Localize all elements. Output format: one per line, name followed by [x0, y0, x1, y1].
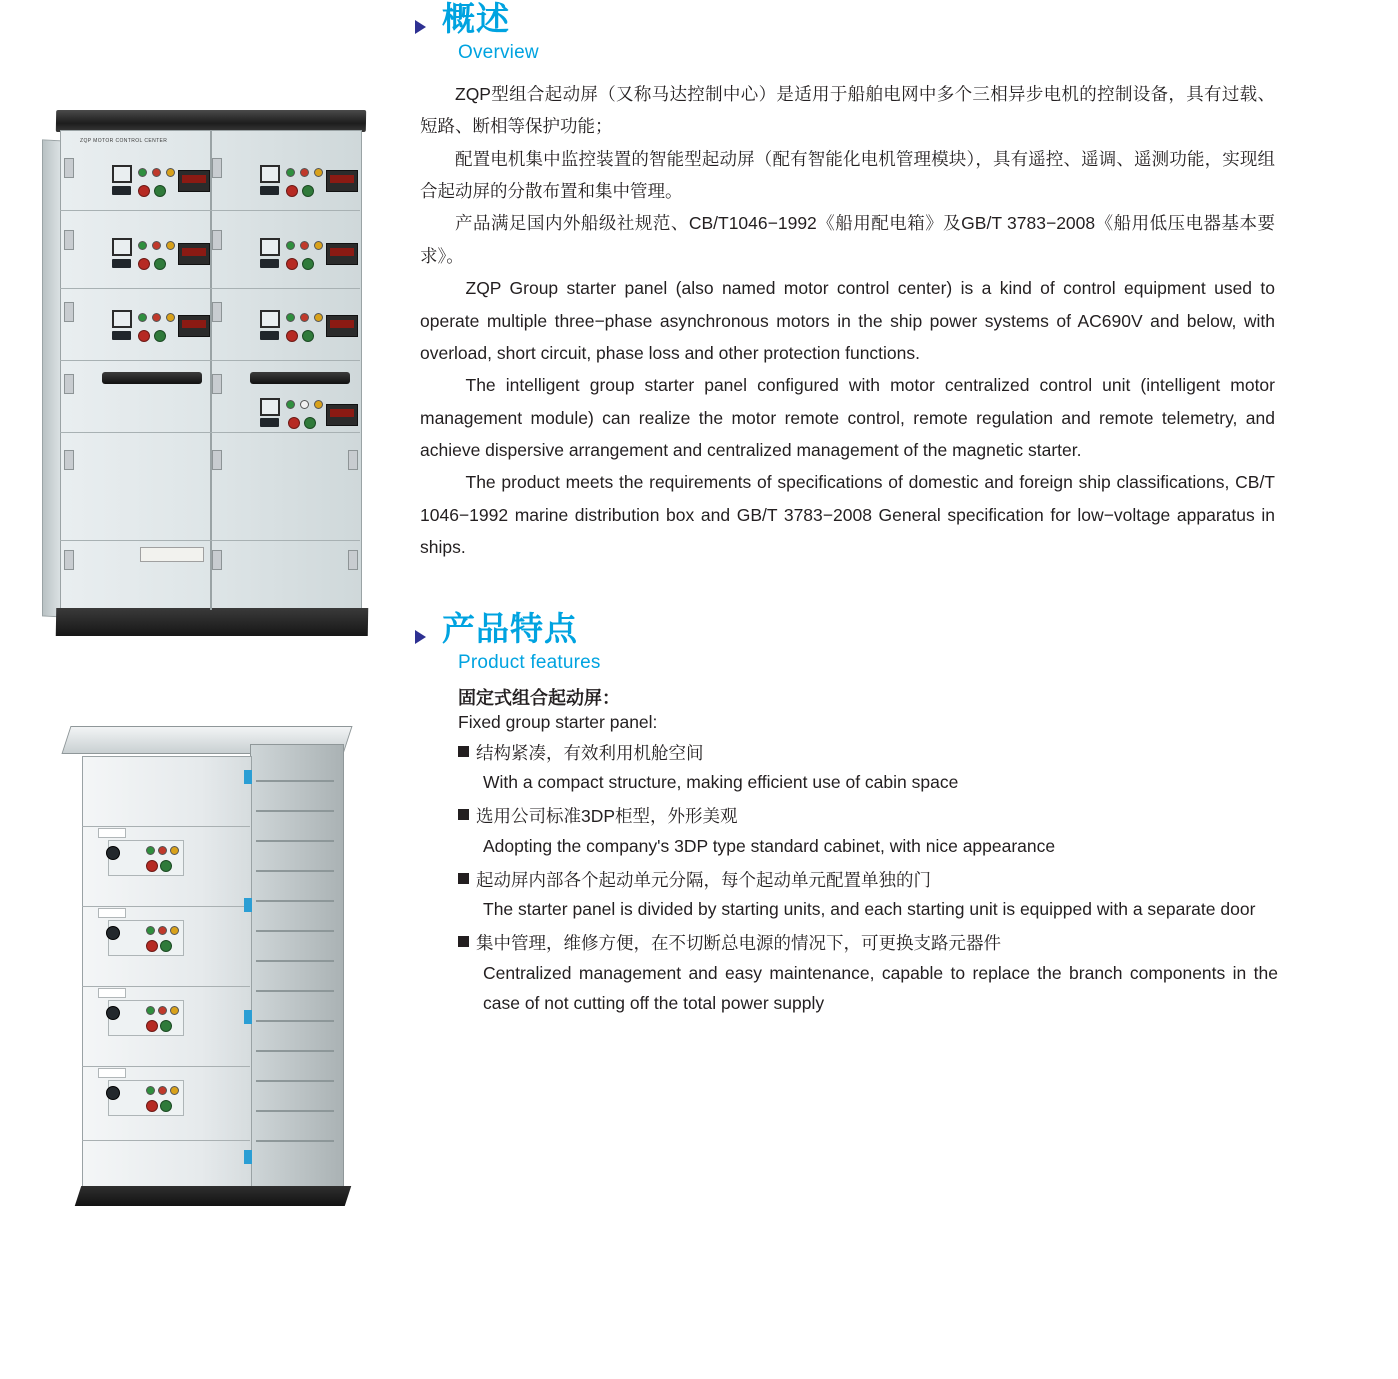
cabinet2-vent-slot	[256, 780, 334, 782]
unit-selector-switch	[260, 418, 279, 427]
feature-text-cn: 起动屏内部各个起动单元分隔，每个起动单元配置单独的门	[476, 869, 931, 890]
overview-heading	[415, 0, 1280, 38]
stop-pushbutton	[288, 417, 300, 429]
square-bullet-icon	[458, 809, 469, 820]
indicator-led-red	[158, 1006, 167, 1015]
indicator-led-amber	[170, 1086, 179, 1095]
square-bullet-icon	[458, 746, 469, 757]
rotary-handle	[106, 846, 120, 860]
indicator-led-white	[300, 400, 309, 409]
indicator-led-amber	[170, 926, 179, 935]
indicator-led-green	[286, 241, 295, 250]
start-pushbutton	[154, 185, 166, 197]
ammeter-display	[178, 170, 210, 192]
door-hinge	[64, 158, 74, 178]
rotary-handle	[106, 926, 120, 940]
stop-pushbutton	[286, 330, 298, 342]
cabinet2-vent-slot	[256, 900, 334, 902]
stop-pushbutton	[286, 185, 298, 197]
triangle-marker-icon	[415, 630, 426, 644]
cabinet2-vent-slot	[256, 870, 334, 872]
features-heading	[415, 610, 1280, 648]
cabinet-rating-plate	[140, 547, 204, 562]
cabinet2-front-doors	[82, 756, 252, 1188]
indicator-led-amber	[166, 241, 175, 250]
door-hinge	[64, 374, 74, 394]
indicator-led-red	[300, 313, 309, 322]
indicator-led-amber	[170, 1006, 179, 1015]
unit-selector-switch	[112, 259, 131, 268]
section-product-features	[415, 610, 1280, 1019]
indicator-led-green	[146, 1086, 155, 1095]
door-hinge	[212, 550, 222, 570]
features-subtitle-en: Fixed group starter panel:	[458, 711, 658, 732]
start-pushbutton	[302, 185, 314, 197]
door-hinge	[64, 550, 74, 570]
feature-item	[458, 866, 1278, 926]
stop-pushbutton	[138, 258, 150, 270]
cabinet2-vent-slot	[256, 990, 334, 992]
overview-paragraph-en-3: The product meets the requirements of specifications of domestic and foreign ship classifications, CB/T 1046−1992 marine distribution box and GB/T 3783−2008 General specification for low−voltage apparatus in ships.	[420, 472, 1275, 558]
indicator-led-amber	[166, 168, 175, 177]
indicator-led-green	[146, 846, 155, 855]
indicator-led-amber	[314, 168, 323, 177]
features-title-cn: 产品特点	[442, 609, 578, 647]
feature-cn-row	[458, 739, 1278, 769]
stop-pushbutton	[146, 1020, 158, 1032]
ammeter-display	[326, 404, 358, 426]
feature-text-en: The starter panel is divided by starting units, and each starting unit is equipped with a separate door	[483, 899, 1256, 920]
start-pushbutton	[160, 1020, 172, 1032]
unit-label-tag	[98, 908, 126, 918]
unit-label-tag	[98, 828, 126, 838]
stop-pushbutton	[146, 940, 158, 952]
unit-selector-switch	[112, 186, 131, 195]
indicator-led-amber	[314, 241, 323, 250]
unit-meter-window	[112, 238, 132, 256]
indicator-led-red	[152, 313, 161, 322]
feature-item	[458, 929, 1278, 1018]
feature-text-cn: 选用公司标准3DP柜型，外形美观	[476, 806, 738, 826]
cabinet2-door-divider	[82, 1140, 250, 1141]
section-overview	[415, 0, 1280, 564]
cabinet2-vent-slot	[256, 930, 334, 932]
door-hinge	[212, 374, 222, 394]
indicator-led-red	[152, 168, 161, 177]
door-hinge	[348, 550, 358, 570]
indicator-led-red	[158, 1086, 167, 1095]
unit-meter-window	[260, 165, 280, 183]
door-hinge	[64, 230, 74, 250]
overview-paragraph-en-1: ZQP Group starter panel (also named motor control center) is a kind of control equipment used to operate multiple three−phase asynchronous motors in the ship power systems of AC690V and below, with overload, short circuit, phase loss and other protection functions.	[420, 278, 1275, 363]
ammeter-display	[178, 315, 210, 337]
features-title-en: Product features	[458, 651, 601, 673]
indicator-led-red	[158, 846, 167, 855]
overview-body	[420, 78, 1275, 564]
start-pushbutton	[154, 330, 166, 342]
unit-selector-switch	[260, 259, 279, 268]
door-latch	[244, 1010, 252, 1024]
door-hinge	[212, 230, 222, 250]
unit-meter-window	[112, 165, 132, 183]
feature-text-en: With a compact structure, making efficient use of cabin space	[483, 772, 959, 793]
start-pushbutton	[154, 258, 166, 270]
indicator-led-red	[300, 241, 309, 250]
stop-pushbutton	[286, 258, 298, 270]
cabinet-vertical-divider	[210, 130, 212, 610]
feature-cn-row	[458, 929, 1278, 959]
door-handle-bar	[250, 372, 350, 384]
stop-pushbutton	[138, 330, 150, 342]
door-hinge	[64, 450, 74, 470]
cabinet2-door-divider	[82, 986, 250, 987]
indicator-led-green	[138, 313, 147, 322]
unit-meter-window	[260, 310, 280, 328]
indicator-led-amber	[166, 313, 175, 322]
ammeter-display	[326, 170, 358, 192]
feature-item	[458, 802, 1278, 862]
indicator-led-green	[286, 168, 295, 177]
overview-paragraph-cn-1: ZQP型组合起动屏（又称马达控制中心）是适用于船舶电网中多个三相异步电机的控制设备，具有过载、短路、断相等保护功能；	[420, 83, 1275, 137]
indicator-led-amber	[170, 846, 179, 855]
unit-meter-window	[260, 398, 280, 416]
cabinet2-vent-slot	[256, 810, 334, 812]
stop-pushbutton	[146, 1100, 158, 1112]
product-image-group-starter-panel-front	[42, 110, 372, 640]
indicator-led-amber	[314, 313, 323, 322]
unit-meter-window	[112, 310, 132, 328]
feature-cn-row	[458, 866, 1278, 896]
door-latch	[244, 770, 252, 784]
door-hinge	[212, 302, 222, 322]
stop-pushbutton	[146, 860, 158, 872]
indicator-led-green	[138, 168, 147, 177]
unit-label-tag	[98, 988, 126, 998]
square-bullet-icon	[458, 936, 469, 947]
cabinet2-door-divider	[82, 906, 250, 907]
image-column	[0, 0, 400, 1379]
door-handle-bar	[102, 372, 202, 384]
cabinet2-door-divider	[82, 826, 250, 827]
rotary-handle	[106, 1006, 120, 1020]
unit-label-tag	[98, 1068, 126, 1078]
features-subtitle-cn: 固定式组合起动屏：	[458, 687, 620, 708]
feature-text-en: Adopting the company's 3DP type standard cabinet, with nice appearance	[483, 835, 1056, 856]
start-pushbutton	[304, 417, 316, 429]
cabinet2-plinth	[75, 1186, 351, 1206]
cabinet2-door-divider	[82, 1066, 250, 1067]
overview-title-cn: 概述	[442, 0, 510, 37]
overview-paragraph-cn-2: 配置电机集中监控装置的智能型起动屏（配有智能化电机管理模块），具有遥控、遥调、遥测功能，实现组合起动屏的分散布置和集中管理。	[420, 148, 1275, 202]
cabinet-row-divider	[60, 288, 360, 289]
cabinet-row-divider	[60, 540, 360, 541]
cabinet-top-cap	[56, 110, 366, 132]
feature-text-en: Centralized management and easy maintenance, capable to replace the branch components in the case of not cutting off the total power supply	[483, 962, 1278, 1013]
door-latch	[244, 1150, 252, 1164]
ammeter-display	[326, 243, 358, 265]
ammeter-display	[326, 315, 358, 337]
product-image-fixed-group-starter-panel	[60, 720, 380, 1240]
triangle-marker-icon	[415, 20, 426, 34]
cabinet-nameplate-text: ZQP MOTOR CONTROL CENTER	[80, 138, 168, 144]
door-latch	[244, 898, 252, 912]
overview-paragraph-cn-3: 产品满足国内外船级社规范、CB/T1046−1992《船用配电箱》及GB/T 3783−2008《船用低压电器基本要求》。	[420, 213, 1275, 266]
unit-selector-switch	[112, 331, 131, 340]
rotary-handle	[106, 1086, 120, 1100]
stop-pushbutton	[138, 185, 150, 197]
content-column	[415, 0, 1280, 1018]
start-pushbutton	[302, 330, 314, 342]
start-pushbutton	[160, 860, 172, 872]
cabinet2-vent-slot	[256, 840, 334, 842]
indicator-led-red	[300, 168, 309, 177]
indicator-led-red	[158, 926, 167, 935]
cabinet-row-divider	[60, 360, 360, 361]
indicator-led-red	[152, 241, 161, 250]
cabinet2-vent-slot	[256, 1050, 334, 1052]
indicator-led-green	[146, 926, 155, 935]
features-body	[458, 684, 1278, 1019]
cabinet2-vent-slot	[256, 1080, 334, 1082]
overview-paragraph-en-2: The intelligent group starter panel configured with motor centralized control unit (intelligent motor management module) can realize the motor remote control, remote regulation and remote telemetry, and achieve dispersive arrangement and centralized management of the magnetic starter.	[420, 375, 1275, 461]
feature-cn-row	[458, 802, 1278, 832]
feature-text-cn: 结构紧凑，有效利用机舱空间	[476, 742, 704, 763]
indicator-led-green	[286, 400, 295, 409]
cabinet2-vent-slot	[256, 1020, 334, 1022]
overview-title-en: Overview	[458, 41, 539, 63]
indicator-led-green	[286, 313, 295, 322]
start-pushbutton	[302, 258, 314, 270]
square-bullet-icon	[458, 873, 469, 884]
cabinet-plinth	[56, 608, 368, 636]
unit-meter-window	[260, 238, 280, 256]
indicator-led-amber	[314, 400, 323, 409]
unit-selector-switch	[260, 186, 279, 195]
indicator-led-green	[138, 241, 147, 250]
unit-selector-switch	[260, 331, 279, 340]
cabinet2-vent-slot	[256, 960, 334, 962]
cabinet-row-divider	[60, 210, 360, 211]
start-pushbutton	[160, 940, 172, 952]
door-hinge	[64, 302, 74, 322]
door-hinge	[212, 450, 222, 470]
feature-text-cn: 集中管理，维修方便，在不切断总电源的情况下，可更换支路元器件	[476, 933, 1001, 953]
ammeter-display	[178, 243, 210, 265]
cabinet2-vent-slot	[256, 1110, 334, 1112]
feature-item	[458, 739, 1278, 799]
cabinet-row-divider	[60, 432, 360, 433]
cabinet2-vent-slot	[256, 1140, 334, 1142]
indicator-led-green	[146, 1006, 155, 1015]
start-pushbutton	[160, 1100, 172, 1112]
door-hinge	[348, 450, 358, 470]
door-hinge	[212, 158, 222, 178]
